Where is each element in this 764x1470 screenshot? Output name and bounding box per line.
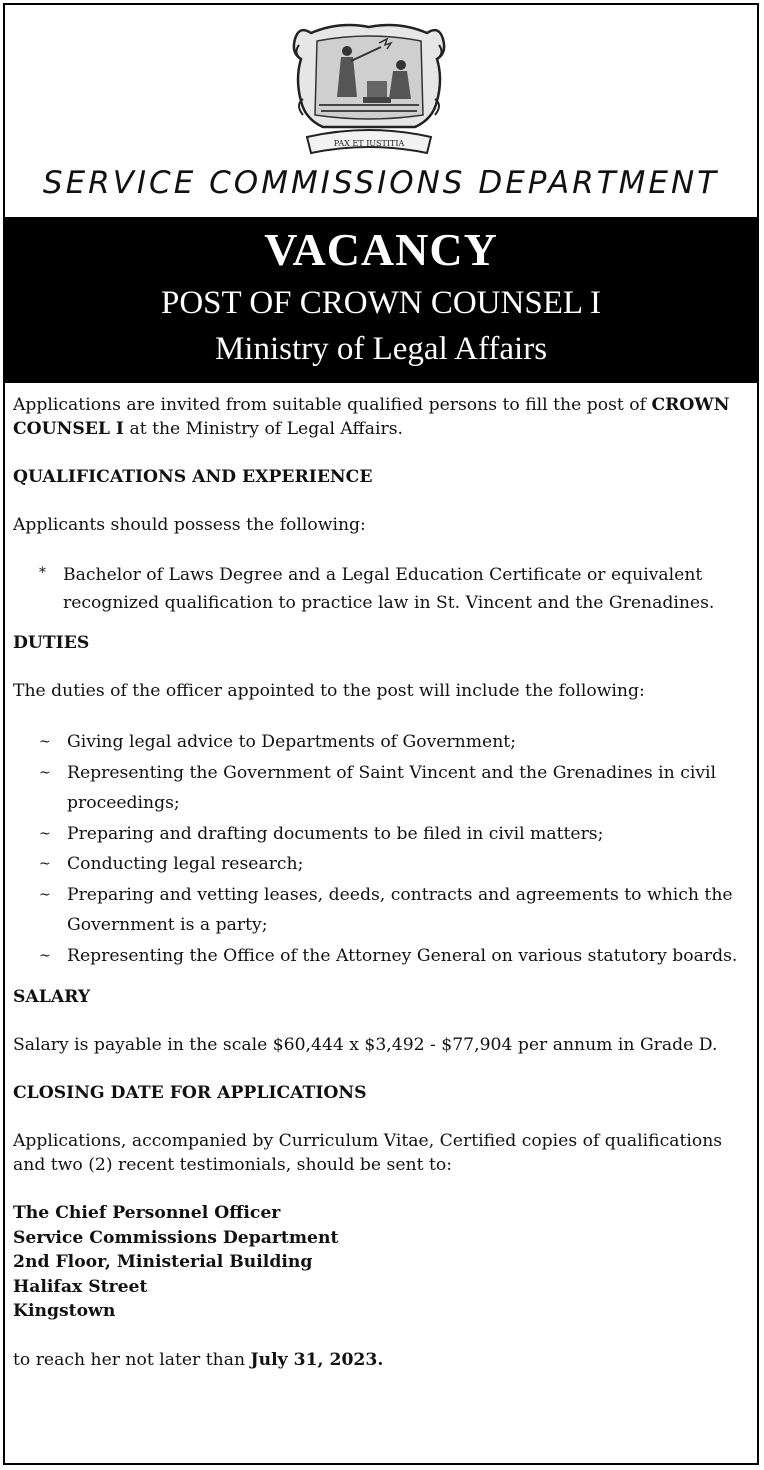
duty-text: Giving legal advice to Departments of Government;: [67, 732, 516, 752]
list-item: [39, 819, 753, 850]
list-item: [39, 941, 753, 972]
coat-of-arms-icon: [289, 19, 449, 159]
crest-motto: PAX ET JUSTITIA: [333, 139, 405, 148]
qualifications-lead: Applicants should possess the following:: [13, 515, 366, 535]
duties-heading: DUTIES: [13, 633, 90, 653]
asterisk-bullet-icon: *: [39, 565, 46, 581]
salary-text: Salary is payable in the scale $60,444 x $3,492 - $77,904 per annum in Grade D.: [13, 1035, 718, 1055]
qualifications-heading: QUALIFICATIONS AND EXPERIENCE: [13, 467, 373, 487]
banner-ministry: Ministry of Legal Affairs: [214, 331, 548, 367]
vacancy-notice: [3, 3, 759, 1465]
banner-title: VACANCY: [264, 224, 498, 275]
deadline-date: July 31, 2023.: [250, 1349, 384, 1370]
list-item: [39, 727, 753, 758]
notice-body: [13, 393, 753, 1372]
tilde-bullet-icon: ~: [39, 825, 51, 842]
list-item: [39, 880, 753, 941]
department-title: SERVICE COMMISSIONS DEPARTMENT: [42, 165, 720, 201]
intro-text: Applications are invited from suitable qualified persons to fill the post of: [13, 395, 652, 415]
list-item: [39, 758, 753, 819]
address-line: Kingstown: [13, 1301, 116, 1321]
duty-text: Preparing and drafting documents to be filed in civil matters;: [67, 823, 604, 844]
qualification-text: Bachelor of Laws Degree and a Legal Education Certificate or equivalent recognized qualification to practice law in St. Vincent and the Grenadines.: [63, 565, 715, 613]
closing-text: Applications, accompanied by Curriculum Vitae, Certified copies of qualifications and two (2) recent testimonials, should be sent to:: [13, 1131, 723, 1175]
duties-lead: The duties of the officer appointed to the post will include the following:: [13, 681, 645, 701]
banner-post: POST OF CROWN COUNSEL I: [160, 285, 602, 321]
tilde-bullet-icon: ~: [39, 886, 51, 903]
list-item: [37, 561, 753, 617]
duty-text: Conducting legal research;: [67, 854, 304, 874]
tilde-bullet-icon: ~: [39, 734, 51, 750]
intro-text-end: at the Ministry of Legal Affairs.: [123, 419, 403, 439]
intro-paragraph: [13, 393, 753, 441]
list-item: [39, 849, 753, 880]
intro-post-name: CROWN COUNSEL I: [13, 395, 730, 439]
address-line: 2nd Floor, Ministerial Building: [13, 1252, 313, 1272]
deadline-text: to reach her not later than: [13, 1349, 251, 1370]
qualifications-list: [13, 561, 753, 617]
deadline-paragraph: [13, 1348, 753, 1372]
duty-text: Representing the Office of the Attorney General on various statutory boards.: [67, 945, 738, 966]
tilde-bullet-icon: ~: [39, 856, 51, 872]
duty-text: Preparing and vetting leases, deeds, contracts and agreements to which the Government is a party;: [67, 884, 733, 935]
tilde-bullet-icon: ~: [39, 947, 51, 964]
address-line: Halifax Street: [13, 1276, 148, 1297]
tilde-bullet-icon: ~: [39, 764, 51, 781]
vacancy-banner: [5, 217, 757, 383]
address-line: The Chief Personnel Officer: [13, 1203, 281, 1223]
closing-heading: CLOSING DATE FOR APPLICATIONS: [13, 1083, 367, 1103]
address-line: Service Commissions Department: [13, 1227, 339, 1248]
duty-text: Representing the Government of Saint Vincent and the Grenadines in civil proceedings;: [67, 762, 717, 813]
duties-list: [13, 727, 753, 971]
salary-heading: SALARY: [13, 987, 91, 1007]
